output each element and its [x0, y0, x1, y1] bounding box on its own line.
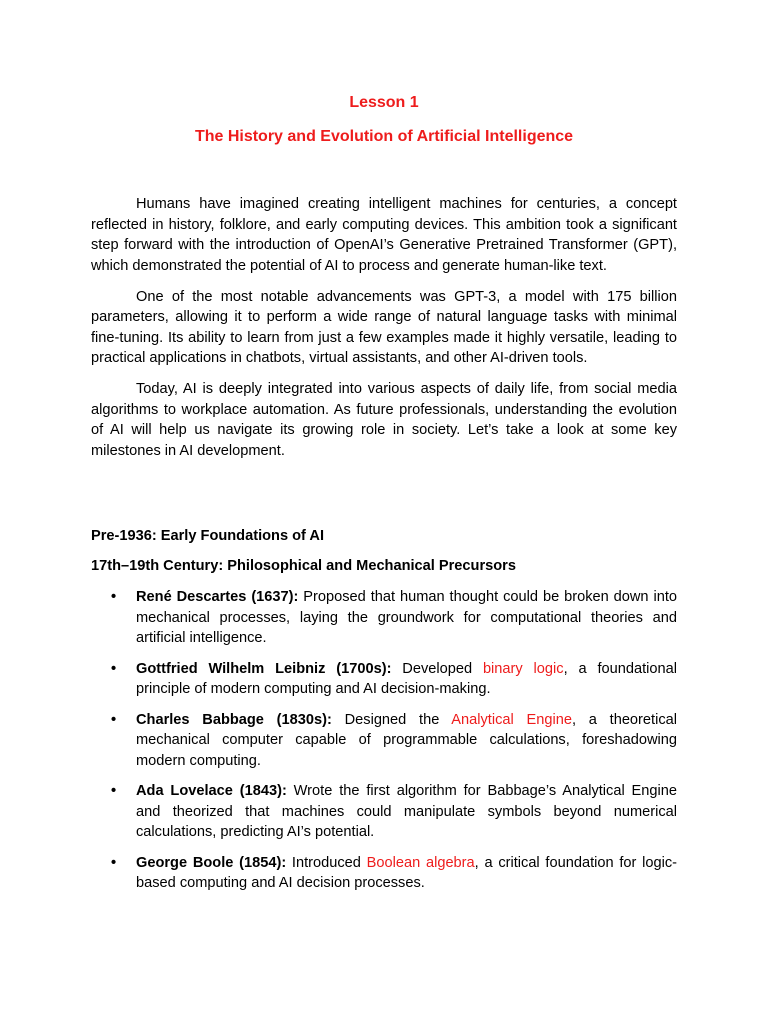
milestone-name: Gottfried Wilhelm Leibniz (1700s): — [136, 660, 392, 677]
list-item — [91, 710, 677, 772]
intro-paragraph-3: Today, AI is deeply integrated into various aspects of daily life, from social media algorithms to workplace automation. As future professionals, understanding the evolution of AI will help us navigate its growing role in society. Let’s take a look at some key milestones in AI development. — [91, 381, 677, 459]
list-item — [91, 853, 677, 894]
section-subheading: 17th–19th Century: Philosophical and Mechanical Precursors — [91, 558, 516, 574]
milestone-text-after: , a foundational principle of modern computing and AI decision-making. — [136, 660, 677, 697]
milestone-name: Charles Babbage (1830s): — [136, 711, 332, 728]
bullet-icon: • — [111, 783, 117, 799]
milestone-name: René Descartes (1637): — [136, 589, 299, 605]
section-heading: Pre-1936: Early Foundations of AI — [91, 528, 325, 544]
lesson-title: The History and Evolution of Artificial Intelligence — [194, 128, 574, 145]
milestone-text-after: , a critical foundation for logic-based computing and AI decision processes. — [136, 854, 677, 891]
intro-section — [91, 194, 677, 472]
intro-paragraph-2: One of the most notable advancements was GPT-3, a model with 175 billion parameters, allowing it to perform a wide range of natural language tasks with minimal fine-tuning. Its ability to learn from just a few examples made it highly versatile, leading to practical applications in chatbots, virtual assistants, and other AI-driven tools. — [91, 288, 677, 366]
bullet-icon: • — [111, 711, 117, 728]
milestones-section — [91, 526, 677, 904]
milestone-text-after: , a theoretical mechanical computer capable of programmable calculations, foreshadowing modern computing. — [136, 711, 677, 769]
bullet-icon: • — [111, 660, 117, 677]
milestone-link-binary-logic[interactable]: binary logic — [482, 660, 564, 677]
list-item — [91, 587, 677, 649]
bullet-icon: • — [111, 854, 117, 871]
list-item — [91, 659, 677, 700]
milestone-text: Designed the — [331, 711, 452, 728]
lesson-number: Lesson 1 — [349, 94, 419, 111]
milestone-text: Introduced — [286, 854, 367, 871]
bullet-icon: • — [111, 589, 117, 605]
milestone-text: Developed — [391, 660, 483, 677]
milestone-name: George Boole (1854): — [136, 854, 287, 871]
milestone-link-boolean-algebra[interactable]: Boolean algebra — [366, 854, 475, 871]
intro-paragraph-1: Humans have imagined creating intelligent machines for centuries, a concept reflected in history, folklore, and early computing devices. This ambition took a significant step forward with the introduction of OpenAI’s Generative Pretrained Transformer (GPT), which demonstrated the potential of AI to process and generate human-like text. — [91, 196, 677, 274]
milestone-list — [91, 587, 677, 894]
milestone-link-analytical-engine[interactable]: Analytical Engine — [451, 711, 572, 728]
milestone-text: Proposed that human thought could be broken down into mechanical processes, laying the groundwork for computational theories and artificial intelligence. — [136, 589, 678, 646]
milestone-text: Wrote the first algorithm for Babbage’s Analytical Engine and theorized that machines could manipulate symbols beyond numerical calculations, predicting AI’s potential. — [136, 783, 677, 840]
milestone-name: Ada Lovelace (1843): — [136, 783, 287, 799]
list-item — [91, 781, 677, 843]
